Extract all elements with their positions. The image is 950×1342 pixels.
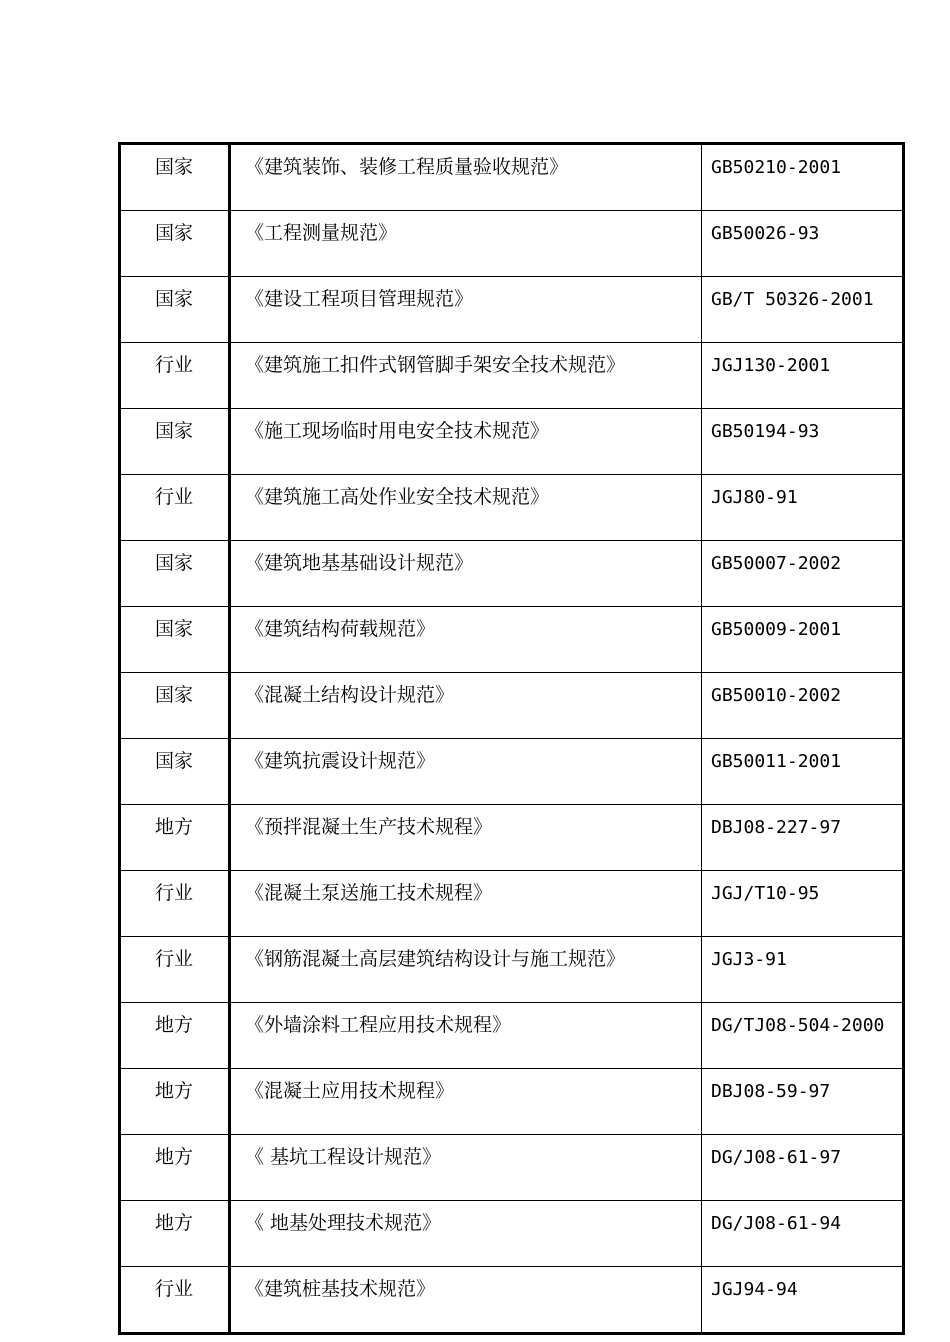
standards-table-body [120,144,904,1334]
table-row [120,1003,904,1069]
standard-title: 《预拌混凝土生产技术规程》 [230,805,702,871]
table-row [120,211,904,277]
standard-title: 《外墙涂料工程应用技术规程》 [230,1003,702,1069]
standards-table [118,142,905,1335]
standard-title: 《建筑抗震设计规范》 [230,739,702,805]
standard-level: 行业 [120,871,230,937]
standard-level: 国家 [120,607,230,673]
table-row [120,409,904,475]
standard-code: GB/T 50326-2001 [702,277,904,343]
standard-level: 国家 [120,144,230,211]
table-row [120,1135,904,1201]
standard-title: 《建设工程项目管理规范》 [230,277,702,343]
standard-level: 地方 [120,1135,230,1201]
standard-title: 《建筑结构荷载规范》 [230,607,702,673]
table-row [120,805,904,871]
standard-level: 国家 [120,673,230,739]
table-row [120,673,904,739]
standard-code: GB50011-2001 [702,739,904,805]
standard-level: 国家 [120,541,230,607]
standard-title: 《建筑施工高处作业安全技术规范》 [230,475,702,541]
standard-code: DG/TJ08-504-2000 [702,1003,904,1069]
standard-title: 《 地基处理技术规范》 [230,1201,702,1267]
standard-level: 地方 [120,1003,230,1069]
standard-level: 行业 [120,937,230,1003]
standard-code: GB50007-2002 [702,541,904,607]
standard-title: 《建筑桩基技术规范》 [230,1267,702,1334]
standard-level: 行业 [120,343,230,409]
table-row [120,343,904,409]
standard-code: JGJ94-94 [711,1279,798,1300]
table-row [120,607,904,673]
standard-code: JGJ80-91 [702,475,904,541]
standard-code: JGJ3-91 [702,937,904,1003]
standard-code: DBJ08-227-97 [702,805,904,871]
table-row [120,541,904,607]
standard-code: GB50210-2001 [702,144,904,211]
standard-code: GB50026-93 [702,211,904,277]
standard-title: 《混凝土结构设计规范》 [230,673,702,739]
table-row [120,144,904,211]
standard-title: 《混凝土泵送施工技术规程》 [230,871,702,937]
standard-level: 国家 [120,211,230,277]
standard-code: DBJ08-59-97 [702,1069,904,1135]
standard-level: 地方 [120,1069,230,1135]
standard-level: 行业 [120,1267,230,1334]
standard-title: 《混凝土应用技术规程》 [230,1069,702,1135]
table-row [120,277,904,343]
standard-level: 国家 [120,739,230,805]
standard-code: GB50010-2002 [702,673,904,739]
table-row [120,871,904,937]
standard-code: JGJ130-2001 [702,343,904,409]
standard-level: 国家 [120,409,230,475]
standard-title: 《建筑施工扣件式钢管脚手架安全技术规范》 [230,343,702,409]
standard-title: 《钢筋混凝土高层建筑结构设计与施工规范》 [230,937,702,1003]
standard-code: DG/J08-61-97 [702,1135,904,1201]
standard-title: 《施工现场临时用电安全技术规范》 [230,409,702,475]
standard-code: DG/J08-61-94 [702,1201,904,1267]
standard-title: 《建筑地基基础设计规范》 [230,541,702,607]
standard-level: 地方 [120,805,230,871]
table-row [120,1069,904,1135]
table-row [120,739,904,805]
table-row [120,1267,904,1334]
standard-level: 行业 [120,475,230,541]
standard-title: 《 基坑工程设计规范》 [230,1135,702,1201]
standard-level: 地方 [120,1201,230,1267]
standard-title: 《工程测量规范》 [230,211,702,277]
table-row [120,1201,904,1267]
table-row [120,475,904,541]
standard-code: GB50194-93 [702,409,904,475]
standard-title: 《建筑装饰、装修工程质量验收规范》 [230,144,702,211]
standard-level: 国家 [120,277,230,343]
standard-code: JGJ/T10-95 [702,871,904,937]
standard-code: GB50009-2001 [702,607,904,673]
table-row [120,937,904,1003]
